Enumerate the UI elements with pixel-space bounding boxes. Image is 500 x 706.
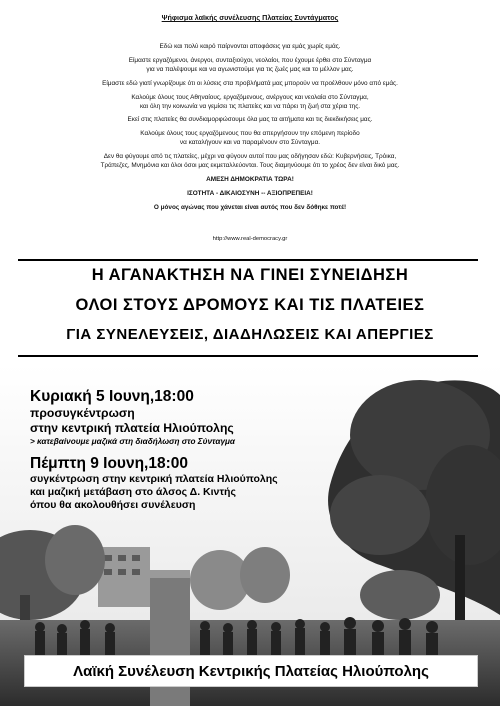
headline-3: ΓΙΑ ΣΥΝΕΛΕΥΣΕΙΣ, ΔΙΑΔΗΛΩΣΕΙΣ ΚΑΙ ΑΠΕΡΓΙΕΣ bbox=[66, 326, 434, 343]
event-1-line: προσυγκέντρωση bbox=[30, 406, 135, 420]
footer-assembly-name: Λαϊκή Συνέλευση Κεντρικής Πλατείας Ηλιούπολης bbox=[24, 655, 478, 687]
bottom-rule bbox=[18, 355, 478, 357]
source-url[interactable]: http://www.real-democracy.gr bbox=[212, 236, 288, 242]
slogan-struggle: Ο μόνος αγώνας που χάνεται είναι αυτός που δεν δόθηκε ποτέ! bbox=[153, 203, 347, 211]
resolution-paragraph: Είμαστε εργαζόμενοι, άνεργοι, συνταξιούχοι, νεολαίοι, που έχουμε έρθει στο Σύνταγμα για να παλέψουμε και να αγωνιστούμε για τις ζωές μας και το μέλλον μας. bbox=[128, 56, 372, 73]
event-2-line: συγκέντρωση στην κεντρική πλατεία Ηλιούπολης bbox=[30, 473, 278, 485]
event-1-line: στην κεντρική πλατεία Ηλιούπολης bbox=[30, 421, 234, 435]
slogan-equality: ΙΣΟΤΗΤΑ - ΔΙΚΑΙΟΣΥΝΗ -- ΑΞΙΟΠΡΕΠΕΙΑ! bbox=[187, 189, 313, 197]
slogan-direct-democracy: ΑΜΕΣΗ ΔΗΜΟΚΡΑΤΙΑ ΤΩΡΑ! bbox=[206, 175, 294, 183]
event-2-line: και μαζική μετάβαση στο άλσος Δ. Κιντής bbox=[30, 486, 236, 498]
event-2-date: Πέμπτη 9 Ιουνη,18:00 bbox=[30, 455, 188, 472]
resolution-paragraph: Δεν θα φύγουμε από τις πλατείες, μέχρι να φύγουν αυτοί που μας οδήγησαν εδώ: Κυβερνήσεις, Τρόικα, Τράπεζες, Μνημόνια και όλοι όσοι μας εκμεταλλεύονται. Τους διαμηνύουμε ότι το χρέος δεν είναι δικό μας. bbox=[100, 153, 400, 170]
resolution-paragraph: Εδώ και πολύ καιρό παίρνονται αποφάσεις για εμάς χωρίς εμάς. bbox=[159, 43, 341, 50]
event-1-note: > κατεβαίνουμε μαζικά στη διαδήλωση στο Σύνταγμα bbox=[30, 437, 236, 446]
top-rule bbox=[18, 259, 478, 261]
resolution-title: Ψήφισμα λαϊκής συνέλευσης Πλατείας Συντάγματος bbox=[161, 13, 339, 22]
resolution-body bbox=[20, 43, 480, 218]
events-block bbox=[30, 388, 330, 512]
headline-2: ΟΛΟΙ ΣΤΟΥΣ ΔΡΟΜΟΥΣ ΚΑΙ ΤΙΣ ΠΛΑΤΕΙΕΣ bbox=[75, 296, 425, 314]
event-1-date: Κυριακή 5 Ιουνη,18:00 bbox=[30, 388, 194, 405]
headline-1: Η ΑΓΑΝΑΚΤΗΣΗ ΝΑ ΓΙΝΕΙ ΣΥΝΕΙΔΗΣΗ bbox=[91, 266, 409, 284]
resolution-paragraph: Καλούμε όλους τους εργαζόμενους που θα απεργήσουν την επόμενη περίοδο να καταλήγουν και να παραμένουν στο Σύνταγμα. bbox=[140, 130, 360, 147]
resolution-paragraph: Είμαστε εδώ γιατί γνωρίζουμε ότι οι λύσεις στα προβλήματά μας μπορούν να προέλθουν μόνο από εμάς. bbox=[102, 79, 398, 87]
resolution-paragraph: Καλούμε όλους τους Αθηναίους, εργαζόμενους, ανέργους και νεολαία στο Σύνταγμα, και όλη την κοινωνία να γεμίσει τις πλατείες και να πάρει τη ζωή στα χέρια της. bbox=[131, 93, 369, 110]
event-2-line: όπου θα ακολουθήσει συνέλευση bbox=[30, 499, 196, 511]
resolution-section bbox=[0, 0, 500, 255]
resolution-paragraph: Εκεί στις πλατείες θα συνδιαμορφώσουμε όλα μας τα αιτήματα και τις διεκδικήσεις μας. bbox=[127, 116, 373, 124]
